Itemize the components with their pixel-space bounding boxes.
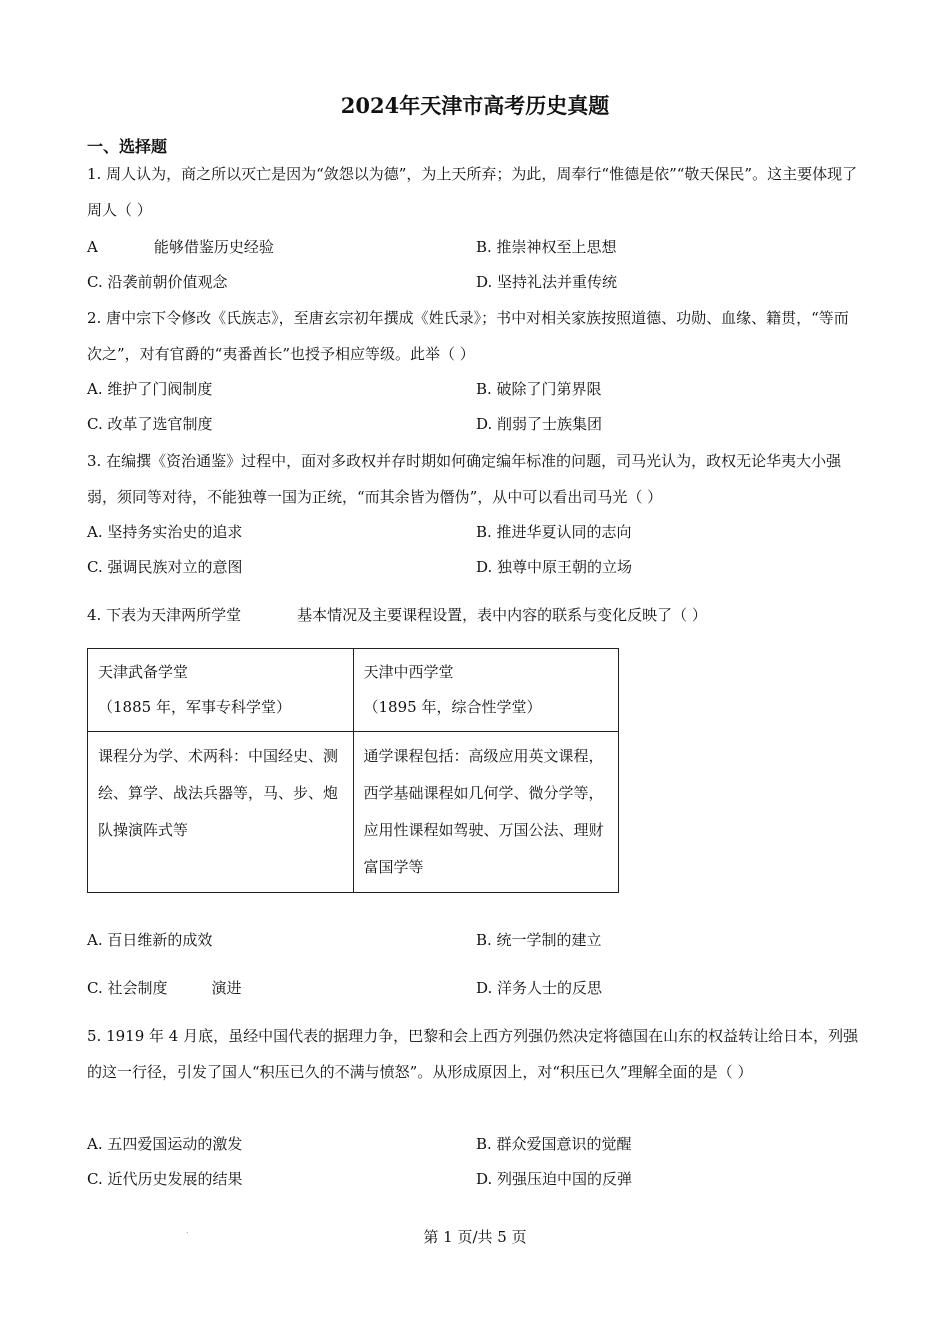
question-2-option-a: A. 维护了门阀制度 <box>87 380 213 398</box>
question-4-option-c <box>87 977 242 999</box>
question-4-option-b: B. 统一学制的建立 <box>476 931 602 949</box>
question-3-option-a: A. 坚持务实治史的追求 <box>87 523 243 541</box>
question-4-option-d: D. 洋务人士的反思 <box>476 979 603 997</box>
question-2-option-d: D. 削弱了士族集团 <box>476 415 603 433</box>
table-cell-zhongxi-header <box>353 649 619 732</box>
question-3-option-d: D. 独尊中原王朝的立场 <box>476 558 633 576</box>
wubei-courses: 课程分为学、术两科：中国经史、测绘、算学、战法兵器等，马、步、炮队操演阵式等 <box>88 732 354 893</box>
question-1-option-a <box>87 236 274 258</box>
question-1-option-b: B. 推崇神权至上思想 <box>476 238 617 256</box>
scan-mark: . <box>186 1226 189 1235</box>
question-2-option-b: B. 破除了门第界限 <box>476 380 602 398</box>
question-2-option-c: C. 改革了选官制度 <box>87 415 213 433</box>
page-title: 2024年天津市高考历史真题 <box>340 93 610 118</box>
option-c-end: 演进 <box>211 979 242 997</box>
question-4-stem <box>87 604 707 626</box>
question-5-option-c: C. 近代历史发展的结果 <box>87 1170 243 1188</box>
option-a-key: A <box>87 238 98 256</box>
question-3-stem: 3. 在编撰《资治通鉴》过程中，面对多政权并存时期如何确定编年标准的问题，司马光认为，政权无论华夷大小强弱，须同等对待，不能独尊一国为正统，“而其余皆为僭伪”，从中可以看出司马光（ ） <box>87 452 842 506</box>
question-3-option-c: C. 强调民族对立的意图 <box>87 558 243 576</box>
question-4-option-a: A. 百日维新的成效 <box>87 931 213 949</box>
zhongxi-courses: 通学课程包括：高级应用英文课程，西学基础课程如几何学、微分学等，应用性课程如驾驶、万国公法、理财富国学等 <box>353 732 619 893</box>
option-c-start: C. 社会制度 <box>87 979 168 997</box>
zhongxi-info: （1895 年，综合性学堂） <box>363 698 542 716</box>
page-number: 第 1 页/共 5 页 <box>423 1228 527 1246</box>
question-5-option-b: B. 群众爱国意识的觉醒 <box>476 1135 632 1153</box>
wubei-name: 天津武备学堂 <box>98 663 189 681</box>
table-body-row <box>88 732 619 893</box>
question-1-stem: 1. 周人认为，商之所以灭亡是因为“敛怨以为德”，为上天所弃；为此，周奉行“惟德是依”“敬天保民”。这主要体现了周人（ ） <box>87 165 858 219</box>
table-header-row <box>88 649 619 732</box>
question-1-option-d: D. 坚持礼法并重传统 <box>476 273 618 291</box>
question-5-option-a: A. 五四爱国运动的激发 <box>87 1135 243 1153</box>
question-4-stem-start: 4. 下表为天津两所学堂 <box>87 606 242 624</box>
wubei-info: （1885 年，军事专科学堂） <box>98 698 291 716</box>
zhongxi-name: 天津中西学堂 <box>363 663 454 681</box>
section-heading: 一、选择题 <box>87 137 168 156</box>
question-1-option-c: C. 沿袭前朝价值观念 <box>87 273 228 291</box>
option-a-text: 能够借鉴历史经验 <box>153 238 274 256</box>
question-4-stem-end: 基本情况及主要课程设置，表中内容的联系与变化反映了（ ） <box>297 606 707 624</box>
question-3-option-b: B. 推进华夏认同的志向 <box>476 523 632 541</box>
question-2-stem: 2. 唐中宗下令修改《氏族志》，至唐玄宗初年撰成《姓氏录》；书中对相关家族按照道德、功勋、血缘、籍贯，“等而次之”，对有官爵的“夷番酋长”也授予相应等级。此举（ ） <box>87 309 849 363</box>
question-5-stem: 5. 1919 年 4 月底，虽经中国代表的据理力争，巴黎和会上西方列强仍然决定将德国在山东的权益转让给日本，列强的这一行径，引发了国人“积压已久的不满与愤怒”。从形成原因上，对“积压已久”理解全面的是（ ） <box>87 1027 859 1081</box>
question-5-option-d: D. 列强压迫中国的反弹 <box>476 1170 633 1188</box>
schools-table <box>87 648 619 893</box>
table-cell-wubei-header <box>88 649 354 732</box>
